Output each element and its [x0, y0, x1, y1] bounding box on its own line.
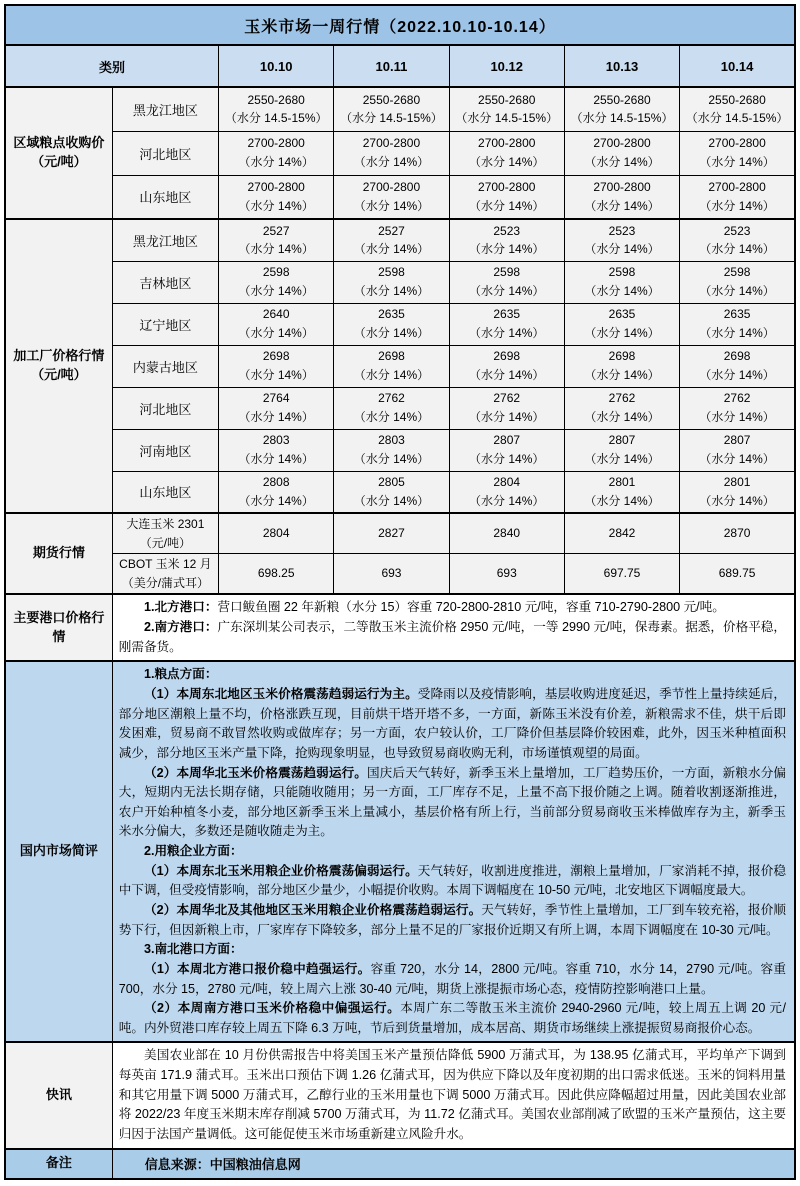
review-paragraph [119, 960, 786, 999]
price-cell [564, 345, 679, 387]
price-cell [219, 303, 334, 345]
futures-value: 2840 [449, 513, 564, 554]
price-value: 2700-2800 [708, 180, 766, 195]
moisture-note: （水分 14%） [469, 198, 545, 213]
price-cell [449, 261, 564, 303]
section-label-remark: 备注 [5, 1149, 112, 1179]
moisture-note: （水分 14%） [584, 155, 660, 169]
region-name: 山东地区 [112, 175, 218, 219]
price-value: 2762 [608, 391, 636, 406]
moisture-note: （水分 14%） [584, 242, 660, 257]
moisture-note: （水分 14%） [584, 326, 660, 340]
price-value: 2635 [723, 307, 751, 322]
price-cell [334, 303, 449, 345]
price-cell [334, 87, 449, 131]
moisture-note: （水分 14%） [699, 242, 775, 257]
price-value: 2807 [493, 433, 521, 448]
price-value: 2700-2800 [247, 180, 305, 195]
price-value: 2807 [608, 433, 636, 448]
price-cell [564, 303, 679, 345]
price-cell [449, 429, 564, 471]
price-value: 2527 [378, 223, 405, 238]
price-value: 2762 [493, 391, 521, 406]
moisture-note: （水分 14%） [353, 368, 430, 382]
region-name: 黑龙江地区 [112, 87, 218, 131]
price-cell [680, 219, 795, 261]
price-value: 2550-2680 [708, 92, 766, 107]
moisture-note: （水分 14.5-15%） [455, 111, 559, 126]
price-cell [680, 131, 795, 175]
price-cell [680, 175, 795, 219]
price-value: 2635 [608, 307, 636, 322]
price-value: 2550-2680 [593, 92, 651, 107]
price-cell [449, 175, 564, 219]
ports-content [112, 594, 795, 661]
price-value: 2803 [378, 433, 405, 448]
price-value: 2523 [493, 223, 521, 238]
review-paragraph [119, 940, 786, 960]
moisture-note: （水分 14.5-15%） [685, 111, 789, 126]
price-value: 2527 [262, 223, 290, 238]
moisture-note: （水分 14%） [584, 368, 660, 382]
moisture-note: （水分 14.5-15%） [224, 111, 328, 126]
price-value: 2550-2680 [247, 92, 305, 107]
moisture-note: （水分 14%） [353, 284, 430, 298]
review-paragraph-text: 天气转好，收割进度推进，潮粮上量增加，厂家消耗不掉，报价稳中下调，但受疫情影响，部分地区少量少，小幅提价收购。本周下调幅度在 10-50 元/吨，北安地区下调幅度最大。 [118, 863, 786, 898]
price-value: 2598 [493, 265, 521, 280]
price-cell [334, 471, 449, 513]
review-paragraph-lead: （1）本周北方港口报价稳中趋强运行。 [143, 961, 371, 976]
price-value: 2598 [608, 265, 636, 280]
futures-value: 2842 [564, 513, 679, 554]
futures-value: 2827 [334, 513, 449, 554]
news-text: 美国农业部在 10 月份供需报告中将美国玉米产量预估降低 5900 万蒲式耳，为 138.95 亿蒲式耳，平均单产下调到每英亩 171.9 蒲式耳。玉米出口预估下调 1.26 亿蒲式耳，因为供应下降以及年度初期的出口需求低迷。玉米的饲料用量和其它用量下调 5000 万蒲式耳，乙醇行业的玉米用量也下调 5000 万蒲式耳。因此供应降幅超过用量，因此美国农业部将 2022/23 年度玉米期末库存削减 5700 万蒲式耳，为 11.72 亿蒲式耳。美国农业部削减了欧盟的玉米产量预估，这主要归因于法国产量调低。这可能促使玉米市场重新建立风险升水。 [118, 1048, 786, 1142]
moisture-note: （水分 14%） [238, 410, 314, 424]
moisture-note: （水分 14.5-15%） [570, 111, 674, 126]
moisture-note: （水分 14%） [353, 198, 430, 213]
review-paragraph-lead: 1.粮点方面： [143, 667, 218, 682]
price-cell [219, 175, 334, 219]
moisture-note: （水分 14%） [469, 326, 545, 340]
futures-value: 693 [334, 554, 449, 595]
moisture-note: （水分 14%） [353, 493, 430, 508]
review-paragraph [119, 862, 786, 901]
date-header-1014: 10.14 [680, 45, 795, 87]
section-label-text: 区域粮点收购价 [13, 135, 105, 151]
price-cell [334, 175, 449, 219]
futures-contract-name [112, 513, 218, 554]
price-cell [334, 131, 449, 175]
futures-value: 2804 [219, 513, 334, 554]
price-value: 2598 [262, 265, 290, 280]
moisture-note: （水分 14%） [469, 242, 545, 257]
price-cell [680, 429, 795, 471]
price-cell [334, 387, 449, 429]
price-value: 2700-2800 [478, 136, 536, 151]
price-value: 2635 [493, 307, 521, 322]
price-cell [449, 131, 564, 175]
ports-paragraph-text: 广东深圳某公司表示，二等散玉米主流价格 2950 元/吨，一等 2990 元/吨，保毒素。据悉，价格平稳，刚需备货。 [118, 620, 786, 654]
price-cell [449, 471, 564, 513]
price-value: 2801 [608, 475, 636, 490]
moisture-note: （水分 14%） [584, 410, 660, 424]
region-name: 黑龙江地区 [112, 219, 218, 261]
moisture-note: （水分 14%） [238, 242, 314, 257]
price-value: 2700-2800 [247, 136, 305, 151]
price-value: 2550-2680 [362, 92, 421, 107]
futures-value: 697.75 [564, 554, 679, 595]
price-cell [680, 261, 795, 303]
review-paragraph-lead: （1）本周东北地区玉米价格震荡趋弱运行为主。 [143, 686, 418, 701]
price-value: 2698 [608, 349, 636, 364]
date-header-1012: 10.12 [449, 45, 564, 87]
price-cell [334, 219, 449, 261]
moisture-note: （水分 14%） [699, 198, 775, 213]
ports-paragraph-text: 营口鲅鱼圈 22 年新粮（水分 15）容重 720-2800-2810 元/吨，容重 710-2790-2800 元/吨。 [217, 600, 725, 615]
moisture-note: （水分 14%） [699, 155, 775, 169]
futures-value: 698.25 [219, 554, 334, 595]
price-value: 2804 [493, 475, 521, 490]
price-cell [449, 345, 564, 387]
moisture-note: （水分 14%） [238, 198, 314, 213]
review-paragraph-text: 本周广东二等散玉米主流价 2940-2960 元/吨，较上周五上调 20 元/吨。内外贸港口库存较上周五下降 6.3 万吨，节后到货量增加，成本居高、期货市场继续上涨提振贸易商报价心态。 [118, 1001, 786, 1035]
price-cell [219, 87, 334, 131]
ports-paragraph-lead: 2.南方港口： [143, 620, 218, 635]
price-cell [564, 87, 679, 131]
review-paragraph [119, 901, 786, 940]
price-cell [334, 345, 449, 387]
moisture-note: （水分 14%） [584, 198, 660, 213]
review-paragraph [119, 842, 786, 862]
moisture-note: （水分 14%） [353, 326, 430, 340]
review-paragraph-lead: （2）本周华北及其他地区玉米用粮企业价格震荡趋弱运行。 [143, 902, 482, 917]
price-value: 2523 [723, 223, 751, 238]
price-value: 2700-2800 [478, 180, 536, 195]
price-value: 2640 [262, 307, 290, 322]
price-cell [334, 261, 449, 303]
ports-paragraph-south [119, 618, 786, 657]
contract-unit: （元/吨） [139, 535, 192, 550]
price-value: 2808 [262, 475, 290, 490]
moisture-note: （水分 14%） [469, 368, 545, 382]
price-value: 2550-2680 [478, 92, 536, 107]
contract-unit: （美分/蒲式耳） [121, 575, 210, 590]
price-value: 2762 [378, 391, 405, 406]
moisture-note: （水分 14%） [238, 284, 314, 298]
report-title: 玉米市场一周行情（2022.10.10-10.14） [5, 5, 795, 45]
moisture-note: （水分 14%） [699, 326, 775, 340]
price-cell [564, 219, 679, 261]
moisture-note: （水分 14%） [238, 155, 314, 169]
moisture-note: （水分 14%） [238, 452, 314, 466]
moisture-note: （水分 14%） [469, 452, 545, 466]
review-paragraph-text: 国庆后天气转好，新季玉米上量增加，工厂趋势压价，一方面，新粮水分偏大，短期内无法长期存储，只能随收随用；另一方面，工厂库存不足，上量不高下报价随之上调。随着收割逐渐推进，农户开始种植冬小麦，部分地区新季玉米上量减小，基层价格有所上行，当前部分贸易商收玉米棒做库存为主，新季玉米水分偏大，多数还是随收随走为主。 [118, 765, 786, 839]
section-label-review: 国内市场简评 [5, 661, 112, 1042]
price-value: 2598 [378, 265, 405, 280]
moisture-note: （水分 14%） [469, 493, 545, 508]
review-paragraph-lead: （1）本周东北玉米用粮企业价格震荡偏弱运行。 [143, 863, 418, 878]
price-value: 2807 [723, 433, 751, 448]
price-cell [219, 429, 334, 471]
moisture-note: （水分 14%） [699, 452, 775, 466]
price-cell [680, 471, 795, 513]
moisture-note: （水分 14%） [238, 368, 314, 382]
review-paragraph [119, 665, 786, 685]
price-value: 2700-2800 [362, 180, 421, 195]
moisture-note: （水分 14.5-15%） [340, 111, 443, 126]
section-label-factory-price [5, 219, 112, 513]
price-cell [449, 219, 564, 261]
moisture-note: （水分 14%） [469, 155, 545, 169]
news-content [112, 1042, 795, 1148]
date-header-1013: 10.13 [564, 45, 679, 87]
region-name: 河南地区 [112, 429, 218, 471]
price-cell [564, 261, 679, 303]
price-value: 2700-2800 [593, 136, 651, 151]
price-value: 2698 [378, 349, 405, 364]
moisture-note: （水分 14%） [238, 493, 314, 508]
price-cell [219, 471, 334, 513]
price-value: 2764 [262, 391, 290, 406]
date-header-1010: 10.10 [219, 45, 334, 87]
price-value: 2523 [608, 223, 636, 238]
contract-name: CBOT 玉米 12 月 [119, 557, 212, 572]
region-name: 吉林地区 [112, 261, 218, 303]
price-cell [219, 345, 334, 387]
moisture-note: （水分 14%） [469, 410, 545, 424]
price-cell [449, 303, 564, 345]
price-value: 2700-2800 [593, 180, 651, 195]
review-paragraph-lead: （2）本周华北玉米价格震荡趋弱运行。 [143, 765, 367, 780]
review-content [112, 661, 795, 1042]
section-label-futures: 期货行情 [5, 513, 112, 594]
remark-text: 信息来源：中国粮油信息网 [112, 1149, 795, 1179]
price-cell [334, 429, 449, 471]
price-cell [449, 87, 564, 131]
review-paragraph [119, 685, 786, 764]
category-header: 类别 [5, 45, 219, 87]
price-cell [219, 219, 334, 261]
moisture-note: （水分 14%） [699, 493, 775, 508]
region-name: 内蒙古地区 [112, 345, 218, 387]
moisture-note: （水分 14%） [699, 284, 775, 298]
price-cell [564, 131, 679, 175]
contract-name: 大连玉米 2301 [126, 517, 205, 531]
moisture-note: （水分 14%） [353, 452, 430, 466]
region-name: 辽宁地区 [112, 303, 218, 345]
price-value: 2635 [378, 307, 405, 322]
section-label-ports: 主要港口价格行情 [5, 594, 112, 661]
price-cell [219, 261, 334, 303]
review-paragraph-text: 容重 720，水分 14，2800 元/吨。容重 710，水分 14，2790 元/吨。容重 700，水分 15，2780 元/吨，较上周六上涨 30-40 元/吨，期货上涨提振市场心态，疫情防控影响港口上量。 [118, 961, 786, 996]
price-cell [564, 175, 679, 219]
moisture-note: （水分 14%） [584, 284, 660, 298]
price-cell [219, 131, 334, 175]
futures-contract-name [112, 554, 218, 595]
price-cell [680, 387, 795, 429]
review-paragraph-lead: 3.南北港口方面： [143, 942, 243, 957]
ports-paragraph-north [119, 598, 786, 618]
moisture-note: （水分 14%） [353, 410, 430, 424]
region-name: 山东地区 [112, 471, 218, 513]
futures-value: 2870 [680, 513, 795, 554]
section-unit-text: （元/吨） [31, 367, 87, 382]
date-header-1011: 10.11 [334, 45, 449, 87]
moisture-note: （水分 14%） [238, 326, 314, 340]
review-paragraph-text: 天气转好，季节性上量增加，工厂到车较充裕，报价顺势下行，但因新粮上市，厂家库存下降较多，部分上量不足的厂家报价近期又有所上调，本周下调幅度在 10-30 元/吨。 [118, 902, 786, 937]
price-cell [680, 303, 795, 345]
section-label-region-purchase [5, 87, 112, 219]
price-cell [564, 387, 679, 429]
section-label-text: 加工厂价格行情 [13, 348, 105, 364]
report-page [4, 4, 796, 1180]
price-cell [564, 429, 679, 471]
moisture-note: （水分 14%） [353, 155, 430, 169]
review-paragraph-text: 受降雨以及疫情影响，基层收购进度延迟，季节性上量持续延后，部分地区潮粮上量不均，价格涨跌互现，目前烘干塔开塔不多，一方面，新陈玉米没有价差，新粮需求不佳，烘干后即发困难，贸易商不敢冒然收购或做库存；另一方面，农户较认价，工厂降价但基层降价较困难，此外，因玉米种植面积减少，部分地区玉米产量下降，抢购现象明显，也导致贸易商收购无利，市场谨慎观望的局面。 [118, 686, 786, 760]
price-value: 2801 [723, 475, 751, 490]
moisture-note: （水分 14%） [584, 452, 660, 466]
price-cell [219, 387, 334, 429]
price-value: 2698 [723, 349, 751, 364]
review-paragraph-lead: （2）本周南方港口玉米价格稳中偏强运行。 [143, 1001, 401, 1016]
review-paragraph-lead: 2.用粮企业方面： [143, 844, 243, 859]
price-value: 2698 [493, 349, 521, 364]
price-value: 2803 [262, 433, 290, 448]
price-value: 2700-2800 [708, 136, 766, 151]
price-value: 2805 [378, 475, 405, 490]
moisture-note: （水分 14%） [353, 242, 430, 257]
price-value: 2762 [723, 391, 751, 406]
review-paragraph [119, 764, 786, 843]
price-cell [680, 345, 795, 387]
section-unit-text: （元/吨） [31, 154, 87, 169]
price-cell [449, 387, 564, 429]
region-name: 河北地区 [112, 131, 218, 175]
review-paragraph [119, 999, 786, 1038]
moisture-note: （水分 14%） [584, 493, 660, 508]
moisture-note: （水分 14%） [469, 284, 545, 298]
price-cell [680, 87, 795, 131]
price-value: 2698 [262, 349, 290, 364]
ports-paragraph-lead: 1.北方港口： [143, 600, 218, 615]
price-value: 2598 [723, 265, 751, 280]
moisture-note: （水分 14%） [699, 410, 775, 424]
futures-value: 693 [449, 554, 564, 595]
price-cell [564, 471, 679, 513]
region-name: 河北地区 [112, 387, 218, 429]
section-label-news: 快讯 [5, 1042, 112, 1148]
price-value: 2700-2800 [362, 136, 421, 151]
futures-value: 689.75 [680, 554, 795, 595]
moisture-note: （水分 14%） [699, 368, 775, 382]
corn-market-report-table [4, 4, 796, 1180]
